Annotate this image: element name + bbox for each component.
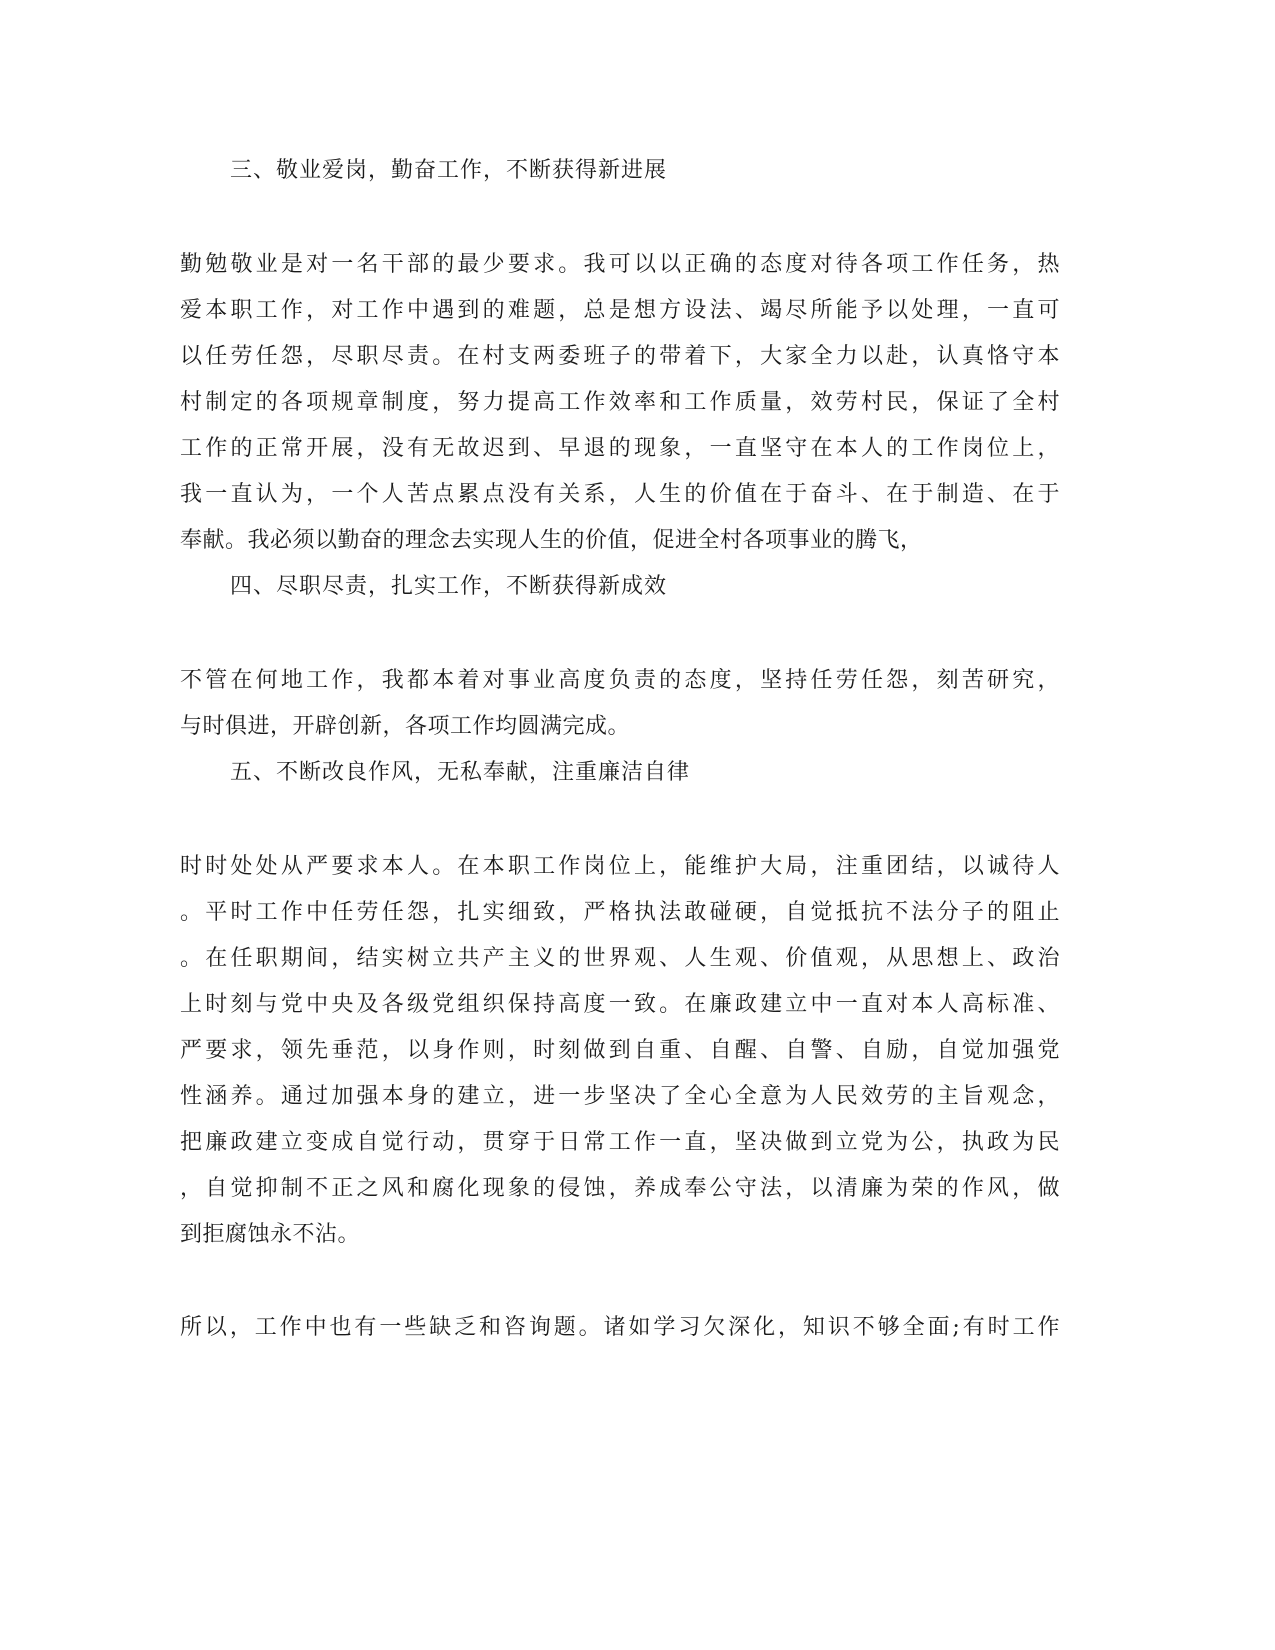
paragraph-line: 工作的正常开展，没有无故迟到、早退的现象，一直坚守在本人的工作岗位上， (180, 436, 1060, 461)
section-heading: 五、不断改良作风，无私奉献，注重廉洁自律 (230, 760, 691, 785)
paragraph-line: 上时刻与党中央及各级党组织保持高度一致。在廉政建立中一直对本人高标准、 (180, 992, 1060, 1017)
paragraph-line: 与时俱进，开辟创新，各项工作均圆满完成。 (180, 714, 631, 739)
paragraph-line: 严要求，领先垂范，以身作则，时刻做到自重、自醒、自警、自励，自觉加强党 (180, 1038, 1060, 1063)
paragraph-line: 以任劳任怨，尽职尽责。在村支两委班子的带着下，大家全力以赴，认真恪守本 (180, 344, 1060, 369)
paragraph-line: 到拒腐蚀永不沾。 (180, 1222, 361, 1247)
paragraph-line: 所以，工作中也有一些缺乏和咨询题。诸如学习欠深化，知识不够全面;有时工作 (180, 1315, 1060, 1340)
paragraph-line: 奉献。我必须以勤奋的理念去实现人生的价值，促进全村各项事业的腾飞， (180, 528, 923, 553)
paragraph-line: 村制定的各项规章制度，努力提高工作效率和工作质量，效劳村民，保证了全村 (180, 390, 1060, 415)
paragraph-line: 性涵养。通过加强本身的建立，进一步坚决了全心全意为人民效劳的主旨观念， (180, 1084, 1060, 1109)
paragraph-line: ，自觉抑制不正之风和腐化现象的侵蚀，养成奉公守法，以清廉为荣的作风，做 (180, 1176, 1060, 1201)
paragraph-line: 。在任职期间，结实树立共产主义的世界观、人生观、价值观，从思想上、政治 (180, 946, 1060, 971)
paragraph-line: 我一直认为，一个人苦点累点没有关系，人生的价值在于奋斗、在于制造、在于 (180, 482, 1060, 507)
section-heading: 三、敬业爱岗，勤奋工作，不断获得新进展 (230, 158, 668, 183)
section-heading: 四、尽职尽责，扎实工作，不断获得新成效 (230, 574, 668, 599)
paragraph-line: 把廉政建立变成自觉行动，贯穿于日常工作一直，坚决做到立党为公，执政为民 (180, 1130, 1060, 1155)
paragraph-line: 爱本职工作，对工作中遇到的难题，总是想方设法、竭尽所能予以处理，一直可 (180, 298, 1060, 323)
paragraph-line: 。平时工作中任劳任怨，扎实细致，严格执法敢碰硬，自觉抵抗不法分子的阻止 (180, 900, 1060, 925)
paragraph-line: 勤勉敬业是对一名干部的最少要求。我可以以正确的态度对待各项工作任务，热 (180, 252, 1060, 277)
paragraph-line: 不管在何地工作，我都本着对事业高度负责的态度，坚持任劳任怨，刻苦研究， (180, 668, 1060, 693)
paragraph-line: 时时处处从严要求本人。在本职工作岗位上，能维护大局，注重团结，以诚待人 (180, 854, 1060, 879)
